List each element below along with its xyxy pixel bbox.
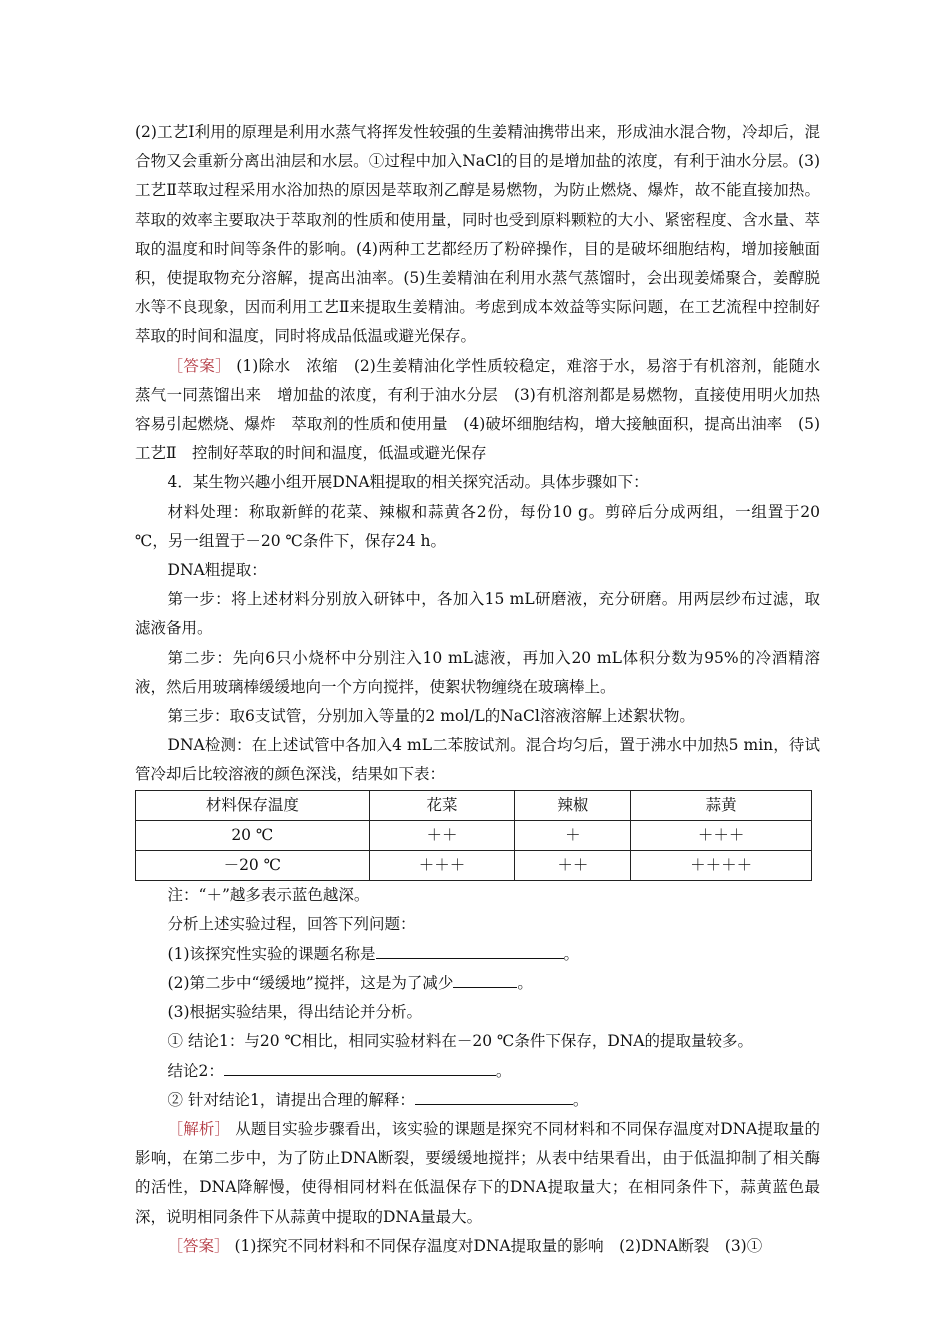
answer-blank xyxy=(453,970,517,988)
answer-blank xyxy=(415,1087,573,1105)
answer-paragraph-2 xyxy=(135,1232,820,1261)
explanation-question xyxy=(135,1086,820,1115)
step-1: 第一步：将上述材料分别放入研钵中，各加入15 mL研磨液，充分研磨。用两层纱布过滤，取滤液备用。 xyxy=(135,590,820,638)
material-processing: 材料处理：称取新鲜的花菜、辣椒和蒜黄各2份，每份10 g。剪碎后分成两组，一组置于20 ℃，另一组置于－20 ℃条件下，保存24 h。 xyxy=(135,502,820,550)
question-1-end: 。 xyxy=(563,944,580,963)
answer-paragraph xyxy=(135,352,820,469)
question-4-title: 4．某生物兴趣小组开展DNA粗提取的相关探究活动。具体步骤如下： xyxy=(167,473,649,492)
table-cell: ＋＋＋ xyxy=(631,820,812,850)
answer-tag: ［答案］ xyxy=(167,356,232,375)
table-header-cell: 辣椒 xyxy=(515,790,631,820)
analysis-tag: ［解析］ xyxy=(167,1119,231,1138)
conclusion-2-end: 。 xyxy=(495,1061,512,1080)
table-cell: －20 ℃ xyxy=(136,851,370,881)
step-2: 第二步：先向6只小烧杯中分别注入10 mL滤液，再加入20 mL体积分数为95%的冷酒精溶液，然后用玻璃棒缓缓地向一个方向搅拌，使絮状物缠绕在玻璃棒上。 xyxy=(135,648,820,696)
table-cell: 20 ℃ xyxy=(136,820,370,850)
dna-detection: DNA检测：在上述试管中各加入4 mL二苯胺试剂。混合均匀后，置于沸水中加热5 min，待试管冷却后比较溶液的颜色深浅，结果如下表： xyxy=(135,736,820,784)
question-1 xyxy=(135,940,820,969)
question-1-text: (1)该探究性实验的课题名称是 xyxy=(167,944,376,963)
analysis-paragraph xyxy=(135,1115,820,1232)
table-note: 注：“＋”越多表示蓝色越深。 xyxy=(167,886,370,905)
table-header-row xyxy=(136,790,812,820)
question-2 xyxy=(135,969,820,998)
conclusion-2-text: 结论2： xyxy=(167,1061,224,1080)
conclusion-1: ① 结论1：与20 ℃相比，相同实验材料在－20 ℃条件下保存，DNA的提取量较多。 xyxy=(167,1032,753,1051)
explanation-paragraph: (2)工艺Ⅰ利用的原理是利用水蒸气将挥发性较强的生姜精油携带出来，形成油水混合物，冷却后，混合物又会重新分离出油层和水层。①过程中加入NaCl的目的是增加盐的浓度，有利于油水分层。(3)工艺Ⅱ萃取过程采用水浴加热的原因是萃取剂乙醇是易燃物，为防止燃烧、爆炸，故不能直接加热。萃取的效率主要取决于萃取剂的性质和使用量，同时也受到原料颗粒的大小、紧密程度、含水量、萃取的温度和时间等条件的影响。(4)两种工艺都经历了粉碎操作，目的是破坏细胞结构，增加接触面积，使提取物充分溶解，提高出油率。(5)生姜精油在利用水蒸气蒸馏时，会出现姜烯聚合，姜醇脱水等不良现象，因而利用工艺Ⅱ来提取生姜精油。考虑到成本效益等实际问题，在工艺流程中控制好萃取的时间和温度，同时将成品低温或避光保存。 xyxy=(135,123,820,346)
question-2-text: (2)第二步中“缓缓地”搅拌，这是为了减少 xyxy=(167,973,454,992)
table-cell: ＋＋＋ xyxy=(369,851,515,881)
answer-blank xyxy=(224,1058,496,1076)
analysis-text: 从题目实验步骤看出，该实验的课题是探究不同材料和不同保存温度对DNA提取量的影响，在第二步中，为了防止DNA断裂，要缓缓地搅拌；从表中结果看出，由于低温抑制了相关酶的活性，DNA降解慢，使得相同材料在低温保存下的DNA提取量大；在相同条件下，蒜黄蓝色最深，说明相同条件下从蒜黄中提取的DNA量最大。 xyxy=(135,1119,820,1226)
table-row xyxy=(136,820,812,850)
explanation-question-text: ② 针对结论1，请提出合理的解释： xyxy=(167,1090,415,1109)
answer-tag: ［答案］ xyxy=(167,1236,230,1255)
results-table xyxy=(135,790,812,882)
dna-extraction-heading: DNA粗提取： xyxy=(167,561,267,580)
step-3: 第三步：取6支试管，分别加入等量的2 mol/L的NaCl溶液溶解上述絮状物。 xyxy=(167,707,695,726)
answer-text: (1)探究不同材料和不同保存温度对DNA提取量的影响 (2)DNA断裂 (3)① xyxy=(229,1236,763,1255)
table-row xyxy=(136,851,812,881)
answer-text: (1)除水 浓缩 (2)生姜精油化学性质较稳定，难溶于水，易溶于有机溶剂，能随水蒸气一同蒸馏出来 增加盐的浓度，有利于油水分层 (3)有机溶剂都是易燃物，直接使用明火加热容易引起燃烧、爆炸 萃取剂的性质和使用量 (4)破坏细胞结构，增大接触面积，提高出油率 (5)工艺Ⅱ 控制好萃取的时间和温度，低温或避光保存 xyxy=(135,356,820,463)
table-cell: ＋＋＋＋ xyxy=(631,851,812,881)
table-header-cell: 花菜 xyxy=(369,790,515,820)
table-cell: ＋＋ xyxy=(369,820,515,850)
analysis-prompt: 分析上述实验过程，回答下列问题： xyxy=(167,915,416,934)
table-header-cell: 蒜黄 xyxy=(631,790,812,820)
answer-blank xyxy=(376,941,564,959)
conclusion-2 xyxy=(135,1057,820,1086)
question-2-end: 。 xyxy=(517,973,533,992)
explanation-question-end: 。 xyxy=(572,1090,589,1109)
table-cell: ＋ xyxy=(515,820,631,850)
document-page xyxy=(135,118,820,1261)
question-3: (3)根据实验结果，得出结论并分析。 xyxy=(167,1003,423,1022)
table-header-cell: 材料保存温度 xyxy=(136,790,370,820)
table-cell: ＋＋ xyxy=(515,851,631,881)
